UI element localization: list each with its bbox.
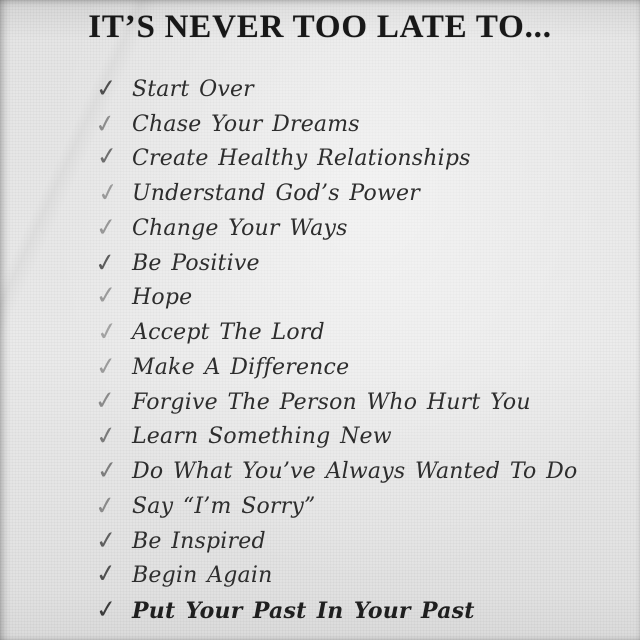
list-item-text: Accept The Lord	[132, 320, 325, 346]
list-item	[94, 385, 624, 420]
check-icon: ✓	[95, 140, 120, 172]
check-icon: ✓	[94, 524, 119, 556]
list-item	[94, 593, 624, 628]
list-item	[94, 420, 624, 455]
list-item-text: Forgive The Person Who Hurt You	[132, 389, 531, 415]
check-icon: ✓	[92, 489, 118, 522]
list-item-text: Do What You’ve Always Wanted To Do	[132, 459, 578, 485]
list-item-text: Understand God’s Power	[132, 181, 420, 207]
check-icon: ✓	[93, 384, 118, 416]
check-icon: ✓	[94, 211, 119, 243]
checklist	[94, 72, 624, 628]
list-item-text: Put Your Past In Your Past	[132, 597, 475, 624]
list-item-text: Begin Again	[132, 563, 273, 589]
list-item-text: Learn Something New	[132, 424, 392, 450]
page-title: IT’S NEVER TOO LATE TO...	[88, 9, 552, 45]
list-item	[94, 489, 624, 524]
list-item	[94, 176, 624, 211]
list-item-text: Make A Difference	[132, 354, 350, 380]
check-icon: ✓	[93, 419, 119, 452]
list-item	[94, 315, 624, 350]
list-item-text: Create Healthy Relationships	[132, 146, 471, 172]
list-item-text: Change Your Ways	[132, 215, 348, 241]
check-icon: ✓	[94, 315, 120, 348]
list-item	[94, 454, 624, 489]
check-icon: ✓	[92, 246, 118, 279]
list-item	[94, 72, 624, 107]
check-icon: ✓	[95, 176, 122, 209]
list-item	[94, 211, 624, 246]
check-icon: ✓	[94, 280, 118, 311]
list-item	[94, 142, 624, 177]
list-item-text: Be Inspired	[132, 528, 266, 554]
check-icon: ✓	[92, 107, 118, 140]
list-item-text: Start Over	[132, 76, 254, 102]
check-icon: ✓	[94, 350, 119, 382]
list-item	[94, 281, 624, 316]
check-icon: ✓	[95, 454, 120, 486]
list-item-text: Say “I’m Sorry”	[132, 493, 316, 519]
check-icon: ✓	[93, 557, 119, 590]
list-item-text: Chase Your Dreams	[132, 111, 360, 137]
check-icon: ✓	[94, 72, 119, 104]
list-item-text: Be Positive	[132, 250, 260, 276]
list-item	[94, 107, 624, 142]
list-item	[94, 524, 624, 559]
list-item-text: Hope	[132, 285, 193, 311]
list-item	[94, 246, 624, 281]
check-icon: ✓	[94, 593, 119, 625]
list-item	[94, 350, 624, 385]
list-item	[94, 559, 624, 594]
